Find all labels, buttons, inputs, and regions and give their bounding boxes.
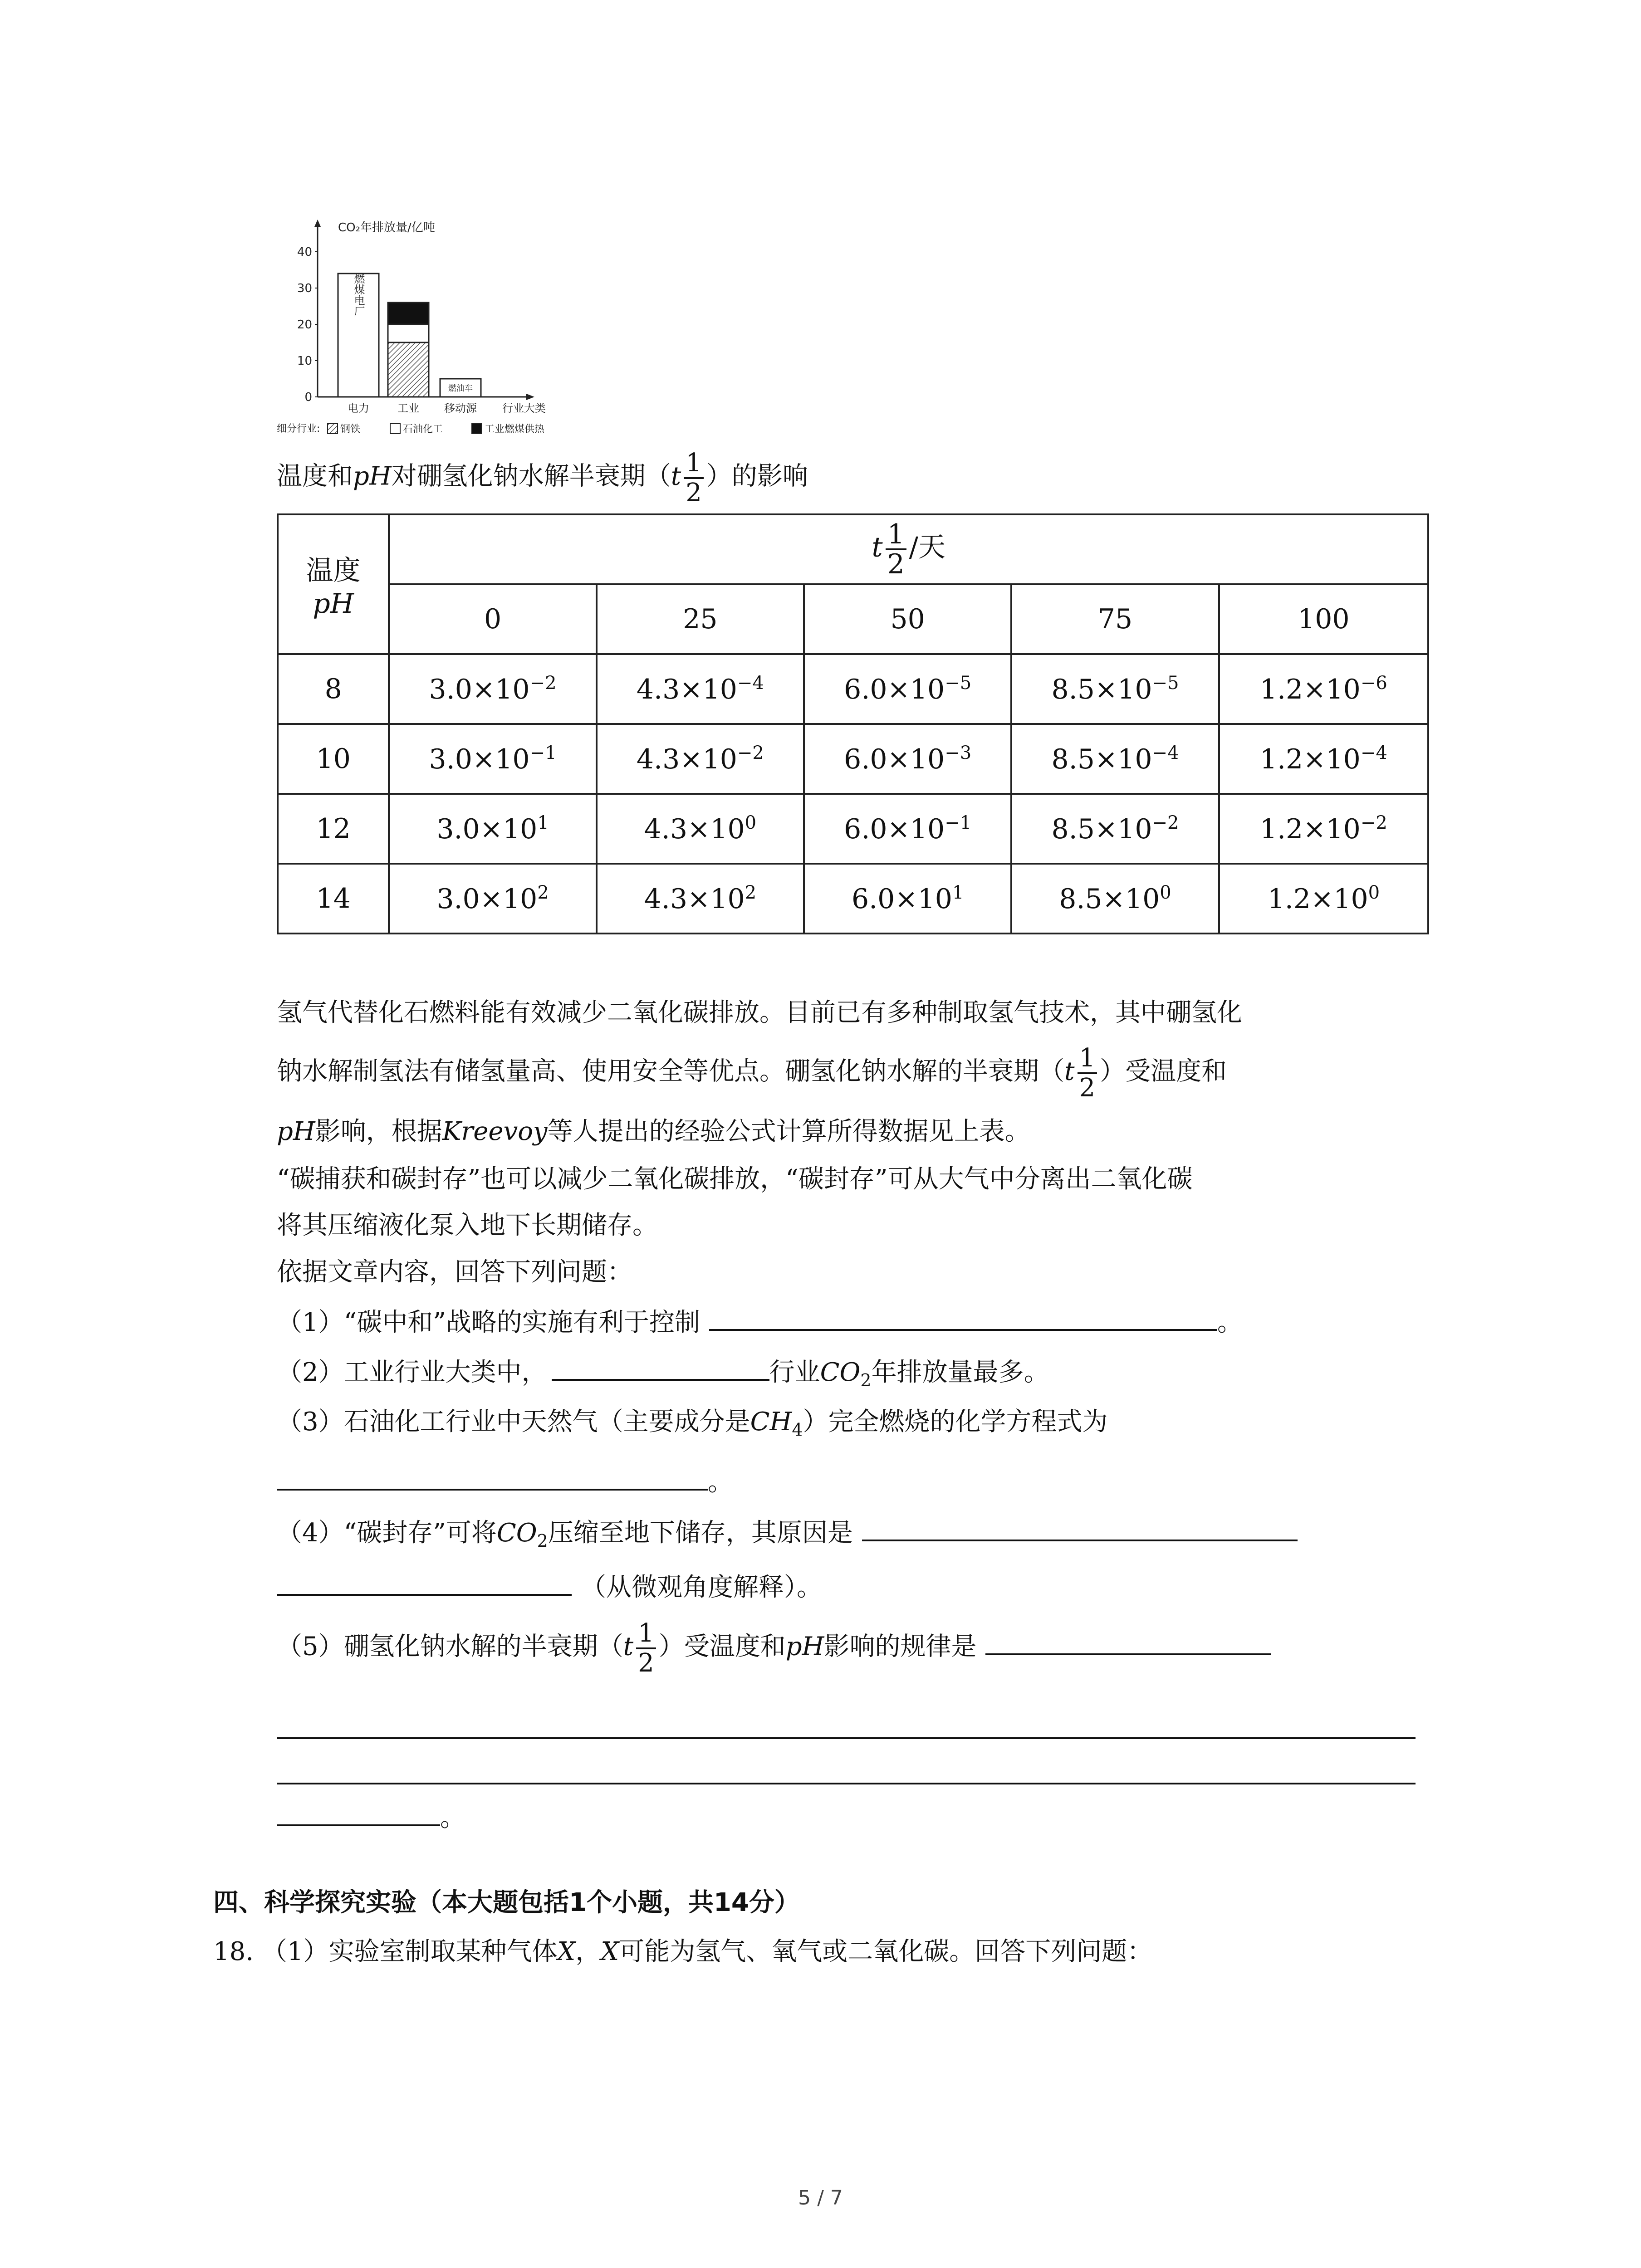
corner-cell bbox=[278, 514, 389, 654]
y-axis-arrow bbox=[314, 220, 321, 227]
table-caption bbox=[277, 449, 808, 507]
cell-mantissa: 1.2×10 bbox=[1259, 674, 1361, 705]
cell-mantissa: 8.5×10 bbox=[1059, 883, 1160, 915]
corner-temp-label: 温度 bbox=[306, 555, 361, 587]
article-p2-line2: 将其压缩液化泵入地下长期储存。 bbox=[277, 1211, 658, 1240]
q1-end: 。 bbox=[1217, 1308, 1243, 1337]
half-life-cell bbox=[597, 654, 804, 724]
section-4-heading: 四、科学探究实验（本大题包括1个小题，共14分） bbox=[213, 1888, 800, 1917]
question-4-line2 bbox=[277, 1570, 822, 1603]
question-3 bbox=[277, 1406, 1108, 1446]
q5-answer-blank-4[interactable] bbox=[277, 1801, 440, 1826]
half-life-table bbox=[277, 513, 1429, 934]
caption-ph: pH bbox=[353, 461, 392, 491]
cell-mantissa: 3.0×10 bbox=[436, 883, 538, 915]
cell-mantissa: 8.5×10 bbox=[1051, 743, 1152, 775]
half-life-cell bbox=[389, 864, 596, 934]
q18-pre: （1）实验室制取某种气体 bbox=[261, 1937, 558, 1966]
question-1 bbox=[277, 1305, 1243, 1339]
y-tick-label: 20 bbox=[297, 318, 312, 332]
question-2 bbox=[277, 1355, 1049, 1396]
cell-exponent: −4 bbox=[737, 673, 764, 694]
q4-sub: 2 bbox=[537, 1531, 548, 1551]
q5-fraction bbox=[636, 1619, 656, 1677]
q2-pre: （2）工业行业大类中， bbox=[277, 1358, 547, 1387]
bar-1 bbox=[388, 324, 429, 342]
half-life-cell bbox=[804, 724, 1011, 794]
cell-mantissa: 8.5×10 bbox=[1051, 813, 1152, 845]
cell-exponent: −4 bbox=[1360, 743, 1387, 763]
legend-label: 石油化工 bbox=[403, 424, 443, 435]
fraction-numerator: 1 bbox=[636, 1619, 656, 1649]
half-life-cell bbox=[1011, 794, 1219, 864]
q4-pre: （4）“碳封存”可将 bbox=[277, 1518, 497, 1548]
cell-mantissa: 4.3×10 bbox=[636, 674, 737, 705]
y-tick-label: 0 bbox=[304, 391, 312, 404]
legend-swatch bbox=[390, 424, 400, 434]
p1-kreevoy: Kreevoy bbox=[442, 1117, 548, 1146]
cell-exponent: 0 bbox=[1368, 882, 1380, 903]
cell-exponent: −5 bbox=[1152, 673, 1179, 694]
bar-1 bbox=[388, 303, 429, 324]
cell-exponent: −2 bbox=[737, 743, 764, 763]
cell-exponent: −1 bbox=[529, 743, 557, 763]
fraction-denominator: 2 bbox=[638, 1648, 654, 1678]
q5-pre: （5）硼氢化钠水解的半衰期（ bbox=[277, 1632, 623, 1662]
q18-x: X bbox=[557, 1937, 576, 1966]
p1-fraction bbox=[1078, 1044, 1097, 1102]
temperature-header: 100 bbox=[1219, 584, 1428, 654]
q18-post: 可能为氢气、氧气或二氧化碳。回答下列问题： bbox=[619, 1937, 1153, 1966]
cell-mantissa: 6.0×10 bbox=[844, 674, 945, 705]
bar-1 bbox=[388, 342, 429, 397]
x-category-label: 移动源 bbox=[444, 402, 477, 415]
fraction-denominator: 2 bbox=[686, 478, 702, 508]
q3-ch: CH bbox=[750, 1407, 792, 1437]
half-life-cell bbox=[1219, 864, 1428, 934]
cell-exponent: 2 bbox=[745, 882, 757, 903]
q4-answer-blank-2[interactable] bbox=[277, 1570, 572, 1596]
q2-sub: 2 bbox=[860, 1370, 872, 1391]
half-life-cell bbox=[804, 794, 1011, 864]
co2-emission-chart bbox=[272, 213, 599, 440]
cell-mantissa: 6.0×10 bbox=[844, 743, 945, 775]
legend-swatch bbox=[328, 424, 338, 434]
half-life-header bbox=[389, 514, 1428, 584]
p1-t: t bbox=[1064, 1056, 1075, 1086]
q3-sub: 4 bbox=[792, 1420, 803, 1440]
q4-post: 压缩至地下储存，其原因是 bbox=[548, 1518, 853, 1548]
cell-exponent: 2 bbox=[537, 882, 549, 903]
q2-answer-blank[interactable] bbox=[552, 1355, 769, 1381]
y-tick-label: 40 bbox=[297, 245, 312, 259]
cell-mantissa: 4.3×10 bbox=[644, 883, 745, 915]
cell-exponent: −1 bbox=[945, 812, 972, 833]
half-life-cell bbox=[1011, 864, 1219, 934]
p1-line3-post: 等人提出的经验公式计算所得数据见上表。 bbox=[547, 1117, 1030, 1146]
q4-line2: （从微观角度解释）。 bbox=[581, 1573, 822, 1602]
x-category-label: 工业 bbox=[397, 402, 419, 415]
page-number: 5 / 7 bbox=[798, 2186, 843, 2209]
question-4 bbox=[277, 1516, 1298, 1557]
cell-mantissa: 4.3×10 bbox=[636, 743, 737, 775]
q2-post: 年排放量最多。 bbox=[871, 1358, 1049, 1387]
cell-exponent: 0 bbox=[745, 812, 757, 833]
cell-mantissa: 3.0×10 bbox=[436, 813, 538, 845]
temperature-header: 0 bbox=[389, 584, 596, 654]
q18-mid: ， bbox=[575, 1937, 601, 1966]
article-p1-line1: 氢气代替化石燃料能有效减少二氧化碳排放。目前已有多种制取氢气技术，其中硼氢化 bbox=[277, 998, 1242, 1027]
fraction-numerator: 1 bbox=[684, 449, 704, 479]
temperature-row bbox=[278, 584, 1428, 654]
half-life-cell bbox=[804, 654, 1011, 724]
half-life-cell bbox=[389, 724, 596, 794]
cell-exponent: −6 bbox=[1360, 673, 1387, 694]
table-row bbox=[278, 724, 1428, 794]
article-p1-line2 bbox=[277, 1044, 1227, 1102]
caption-fraction bbox=[684, 449, 704, 507]
p1-line2-post: ）受温度和 bbox=[1100, 1056, 1227, 1086]
corner-ph-label: pH bbox=[313, 588, 354, 620]
cell-exponent: −2 bbox=[1152, 812, 1179, 833]
cell-exponent: −5 bbox=[945, 673, 972, 694]
q5-answer-blank-1[interactable] bbox=[985, 1630, 1271, 1655]
caption-post: ）的影响 bbox=[706, 461, 808, 491]
cell-mantissa: 3.0×10 bbox=[429, 674, 530, 705]
q5-ph: pH bbox=[785, 1632, 824, 1662]
p1-line2-pre: 钠水解制氢法有储氢量高、使用安全等优点。硼氢化钠水解的半衰期（ bbox=[277, 1056, 1064, 1086]
q3-answer-blank[interactable] bbox=[277, 1465, 708, 1491]
chart-title: CO₂年排放量/亿吨 bbox=[338, 221, 435, 235]
p1-ph: pH bbox=[277, 1117, 315, 1146]
cell-mantissa: 8.5×10 bbox=[1051, 674, 1152, 705]
cell-exponent: −2 bbox=[1360, 812, 1387, 833]
q18-x2: X bbox=[601, 1937, 619, 1966]
ph-cell: 8 bbox=[278, 654, 389, 724]
bar-label-mobile: 燃油车 bbox=[448, 384, 473, 393]
fraction-denominator: 2 bbox=[887, 548, 905, 580]
ph-cell: 14 bbox=[278, 864, 389, 934]
y-tick-label: 30 bbox=[297, 282, 312, 295]
question-5-line-end bbox=[277, 1801, 465, 1834]
header-unit: /天 bbox=[909, 531, 945, 563]
question-5 bbox=[277, 1619, 1271, 1677]
q4-co: CO bbox=[496, 1518, 537, 1548]
cell-mantissa: 6.0×10 bbox=[844, 813, 945, 845]
cell-exponent: −2 bbox=[529, 673, 557, 694]
half-life-cell bbox=[1219, 724, 1428, 794]
x-axis-label: 行业大类 bbox=[502, 402, 546, 415]
p1-line3-mid: 影响，根据 bbox=[315, 1117, 442, 1146]
article-prompt: 依据文章内容，回答下列问题： bbox=[277, 1257, 632, 1287]
half-life-cell bbox=[597, 864, 804, 934]
bar-label-power: 燃煤电厂 bbox=[352, 273, 365, 317]
fraction-numerator: 1 bbox=[1078, 1044, 1097, 1074]
legend-label: 钢铁 bbox=[340, 424, 361, 435]
cell-exponent: 1 bbox=[537, 812, 549, 833]
half-life-cell bbox=[1219, 654, 1428, 724]
q3-post: ）完全燃烧的化学方程式为 bbox=[803, 1407, 1108, 1437]
caption-t: t bbox=[671, 461, 681, 491]
half-life-cell bbox=[389, 654, 596, 724]
x-category-label: 电力 bbox=[348, 402, 369, 415]
q5-answer-line-3[interactable] bbox=[277, 1783, 1416, 1784]
q2-co: CO bbox=[820, 1358, 861, 1387]
cell-mantissa: 1.2×10 bbox=[1259, 743, 1361, 775]
q4-answer-blank-1[interactable] bbox=[862, 1516, 1298, 1541]
cell-mantissa: 1.2×10 bbox=[1267, 883, 1368, 915]
q5-answer-line-2[interactable] bbox=[277, 1737, 1416, 1739]
q5-post: 影响的规律是 bbox=[824, 1632, 977, 1662]
caption-mid: 对硼氢化钠水解半衰期（ bbox=[391, 461, 671, 491]
header-fraction bbox=[886, 520, 906, 578]
temperature-header: 25 bbox=[597, 584, 804, 654]
legend-label: 工业燃煤供热 bbox=[485, 424, 545, 435]
q2-mid: 行业 bbox=[769, 1358, 820, 1387]
cell-exponent: −3 bbox=[945, 743, 972, 763]
article-p1-line3 bbox=[277, 1116, 1030, 1148]
ph-cell: 10 bbox=[278, 724, 389, 794]
question-18 bbox=[213, 1936, 1152, 1968]
half-life-cell bbox=[1011, 724, 1219, 794]
fraction-numerator: 1 bbox=[886, 520, 906, 550]
header-t: t bbox=[872, 531, 883, 563]
table-row bbox=[278, 864, 1428, 934]
caption-pre: 温度和 bbox=[277, 461, 353, 491]
half-life-cell bbox=[597, 724, 804, 794]
q1-text: （1）“碳中和”战略的实施有利于控制 bbox=[277, 1308, 700, 1337]
half-life-cell bbox=[1011, 654, 1219, 724]
cell-exponent: 0 bbox=[1160, 882, 1171, 903]
cell-mantissa: 3.0×10 bbox=[429, 743, 530, 775]
cell-mantissa: 1.2×10 bbox=[1259, 813, 1361, 845]
half-life-cell bbox=[1219, 794, 1428, 864]
table-body bbox=[278, 514, 1428, 934]
cell-mantissa: 6.0×10 bbox=[851, 883, 952, 915]
cell-exponent: −4 bbox=[1152, 743, 1179, 763]
table-row bbox=[278, 654, 1428, 724]
x-axis-arrow bbox=[526, 394, 534, 400]
cell-mantissa: 4.3×10 bbox=[644, 813, 745, 845]
q5-end: 。 bbox=[440, 1803, 465, 1833]
q1-answer-blank[interactable] bbox=[709, 1305, 1217, 1331]
table-row bbox=[278, 794, 1428, 864]
legend-prefix: 细分行业: bbox=[277, 423, 320, 435]
table-header-row bbox=[278, 514, 1428, 584]
question-3-answer-line bbox=[277, 1465, 733, 1498]
half-life-cell bbox=[804, 864, 1011, 934]
half-life-cell bbox=[597, 794, 804, 864]
fraction-denominator: 2 bbox=[1079, 1073, 1096, 1103]
y-tick-label: 10 bbox=[297, 354, 312, 368]
article-p2-line1: “碳捕获和碳封存”也可以减少二氧化碳排放，“碳封存”可从大气中分离出二氧化碳 bbox=[277, 1164, 1193, 1194]
ph-cell: 12 bbox=[278, 794, 389, 864]
cell-exponent: 1 bbox=[952, 882, 964, 903]
q5-t: t bbox=[623, 1632, 634, 1662]
q5-mid: ）受温度和 bbox=[658, 1632, 786, 1662]
legend-swatch bbox=[472, 424, 482, 434]
half-life-cell bbox=[389, 794, 596, 864]
q18-number: 18. bbox=[213, 1937, 254, 1966]
q3-end: 。 bbox=[708, 1467, 733, 1497]
temperature-header: 75 bbox=[1011, 584, 1219, 654]
temperature-header: 50 bbox=[804, 584, 1011, 654]
q3-pre: （3）石油化工行业中天然气（主要成分是 bbox=[277, 1407, 750, 1437]
